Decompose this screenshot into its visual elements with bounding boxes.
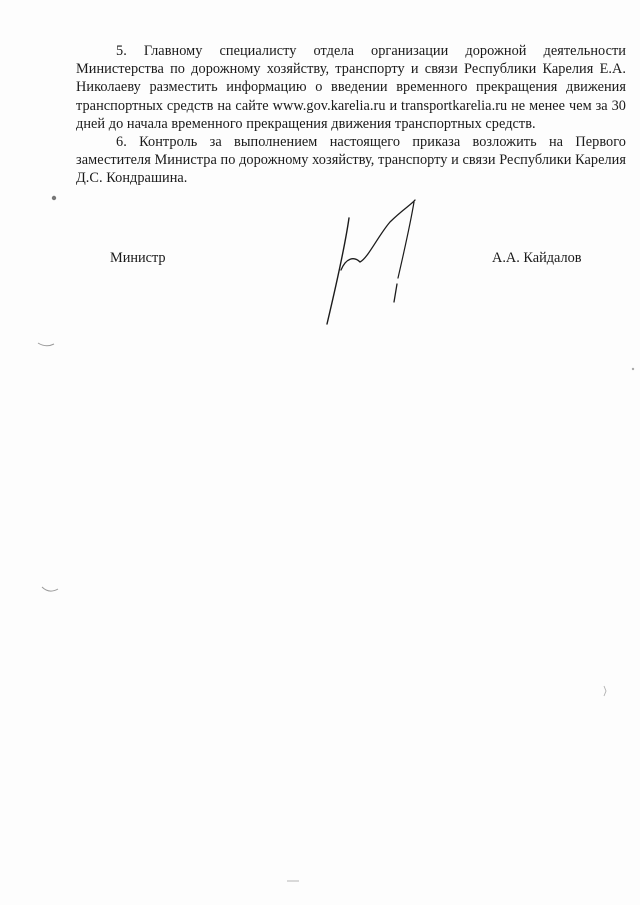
document-body (76, 42, 626, 188)
scan-mark (36, 340, 56, 350)
signer-title: Министр (110, 250, 166, 266)
paragraph-5: 5. Главному специалисту отдела организации дорожной деятельности Министерства по дорожному хозяйству, транспорту и связи Республики Карелия Е.А. Николаеву разместить информацию о введении временного прекращения движения транспортных средств на сайте www.gov.karelia.ru и transportkarelia.ru не менее чем за 30 дней до начала временного прекращения движения транспортных средств. (76, 43, 626, 132)
scan-mark (630, 366, 636, 372)
handwritten-signature (318, 196, 428, 326)
scan-mark (286, 878, 300, 884)
paragraph-6: 6. Контроль за выполнением настоящего приказа возложить на Первого заместителя Министра по дорожному хозяйству, транспорту и связи Республики Карелия Д.С. Кондрашина. (76, 134, 626, 187)
scan-mark (40, 584, 60, 596)
scan-mark (600, 684, 610, 702)
scan-mark (50, 194, 58, 202)
signer-name: А.А. Кайдалов (492, 250, 582, 266)
